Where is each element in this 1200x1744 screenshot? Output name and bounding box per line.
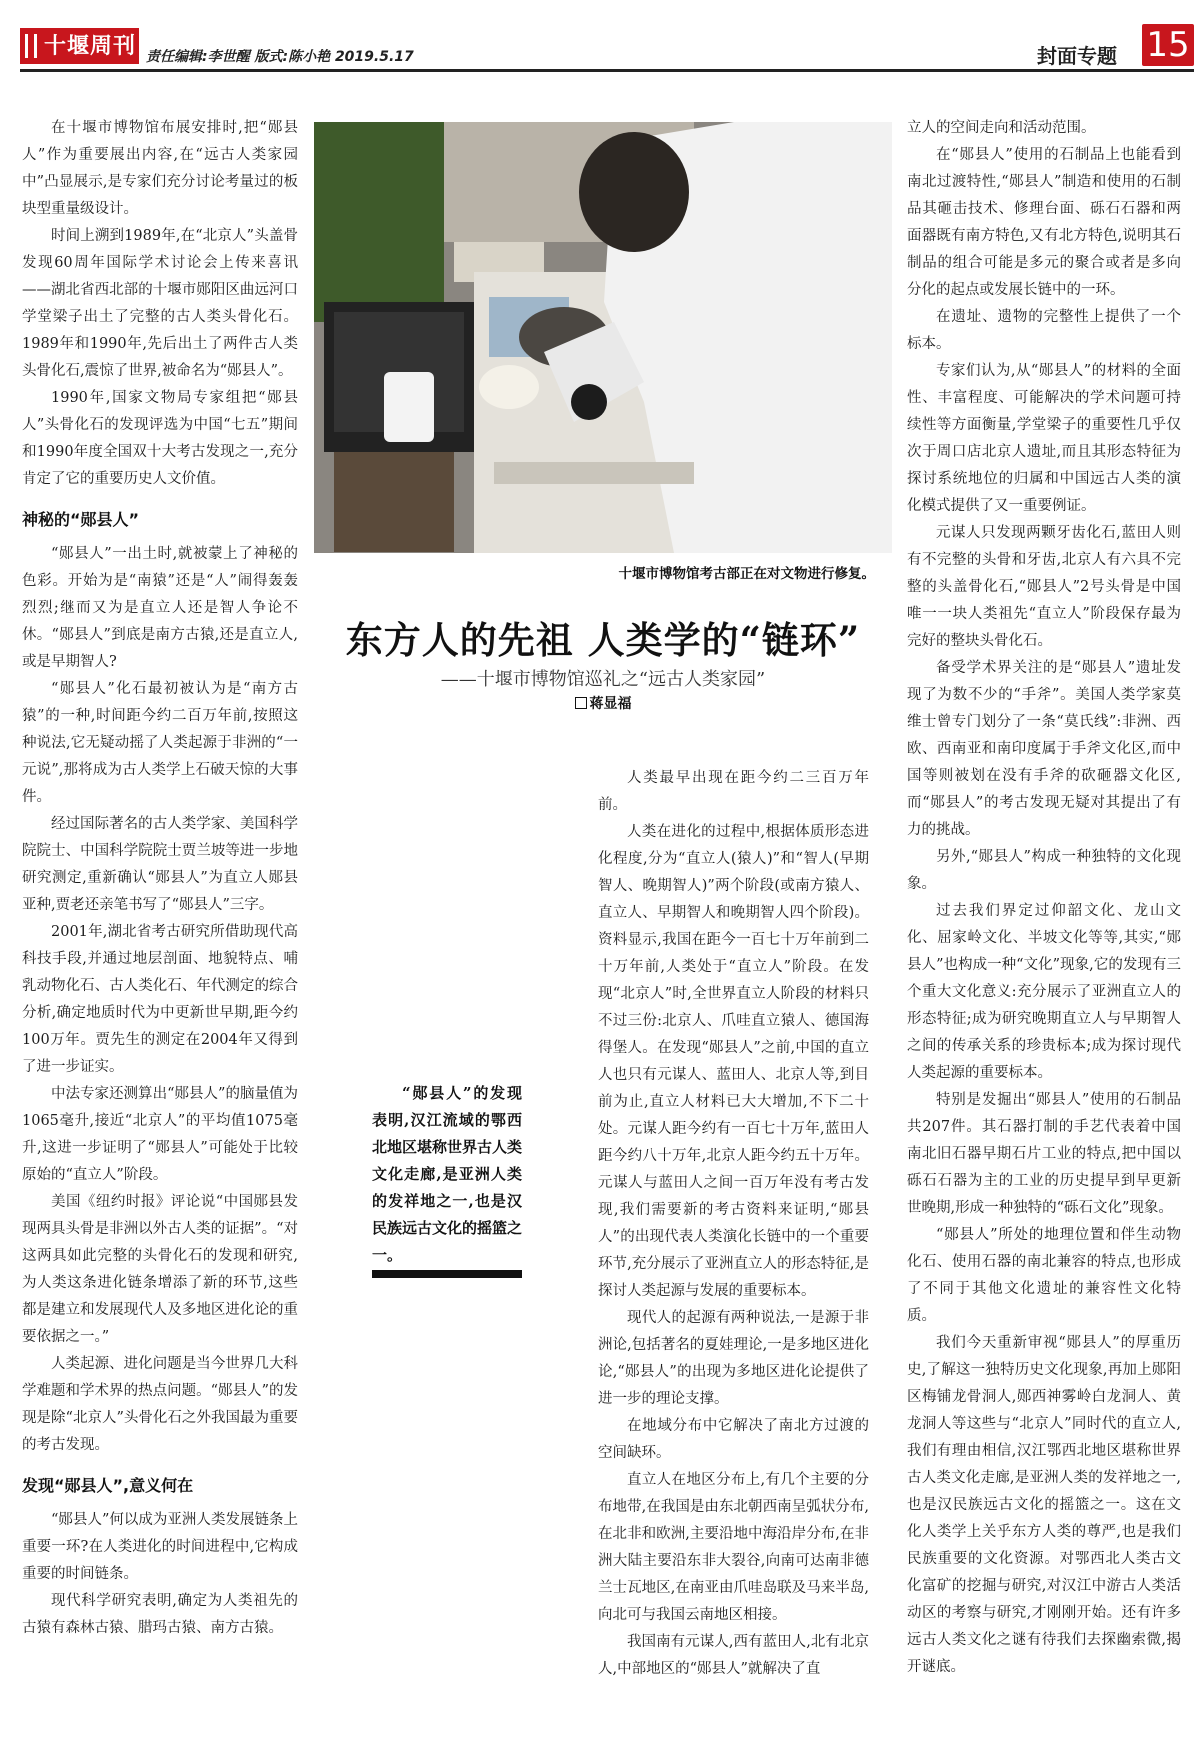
paragraph: “郧县人”化石最初被认为是“南方古猿”的一种,时间距今约二百万年前,按照这种说法,它无疑动摇了人类起源于非洲的“一元说”,那将成为古人类学上石破天惊的大事件。 <box>22 681 298 805</box>
pull-quote <box>372 1080 522 1269</box>
paragraph: 在十堰市博物馆布展安排时,把“郧县人”作为重要展出内容,在“远古人类家园中”凸显展示,是专家们充分讨论考量过的板块型重量级设计。 <box>22 120 298 217</box>
paragraph: 直立人在地区分布上,有几个主要的分布地带,在我国是由东北朝西南呈弧状分布,在北非和欧洲,主要沿地中海沿岸分布,在非洲大陆主要沿东非大裂谷,向南可达南非德兰士瓦地区,在南亚由爪哇岛联及马来半岛,向北可与我国云南地区相接。 <box>598 1472 869 1623</box>
paragraph: 我国南有元谋人,西有蓝田人,北有北京人,中部地区的“郧县人”就解决了直 <box>598 1634 869 1677</box>
paragraph: 时间上溯到1989年,在“北京人”头盖骨发现60周年国际学术讨论会上传来喜讯——湖北省西北部的十堰市郧阳区曲远河口学堂梁子出土了完整的古人类头骨化石。1989年和1990年,先后出土了两件古人类头骨化石,震惊了世界,被命名为“郧县人”。 <box>22 228 298 379</box>
photo-cup <box>479 365 539 409</box>
section-name: 封面专题 <box>1037 44 1117 68</box>
photo-person-head <box>579 132 689 252</box>
photo-illustration <box>314 122 892 553</box>
paragraph: 中法专家还测算出“郧县人”的脑量值为1065毫升,接近“北京人”的平均值1075毫升,这进一步证明了“郧县人”可能处于比较原始的“直立人”阶段。 <box>22 1086 298 1183</box>
byline-square-icon <box>575 697 587 709</box>
paragraph: 在遗址、遗物的完整性上提供了一个标本。 <box>907 309 1181 352</box>
paragraph: 人类在进化的过程中,根据体质形态进化程度,分为“直立人(猿人)”和“智人(早期智人、晚期智人)”两个阶段(或南方猿人、直立人、早期智人和晚期智人四个阶段)。资料显示,我国在距今一百七十万年前到二十万年前,人类处于“直立人”阶段。在发现“北京人”时,全世界直立人阶段的材料只不过三份:北京人、爪哇直立猿人、德国海得堡人。在发现“郧县人”之前,中国的直立人也只有元谋人、蓝田人、北京人等,到目前为止,直立人材料已大大增加,不下二十处。元谋人距今约有一百七十万年,蓝田人距今约八十万年,北京人距今约五十万年。元谋人与蓝田人之间一百万年没有考古发现,我们需要新的考古资料来证明,“郧县人”的出现代表人类演化长链中的一个重要环节,充分展示了亚洲直立人的形态特征,是探讨人类起源与发展的重要标本。 <box>598 824 869 1299</box>
paragraph: 元谋人只发现两颗牙齿化石,蓝田人则有不完整的头骨和牙齿,北京人有六具不完整的头盖骨化石,“郧县人”2号头骨是中国唯一一块人类祖先“直立人”阶段保存最为完好的整块头骨化石。 <box>907 525 1181 649</box>
paragraph: “郧县人”何以成为亚洲人类发展链条上重要一环?在人类进化的时间进程中,它构成重要的时间链条。 <box>22 1512 298 1582</box>
article-column-4 <box>907 115 1181 1725</box>
article-column-3 <box>598 765 869 1725</box>
paragraph: “郧县人”一出土时,就被蒙上了神秘的色彩。开始为是“南猿”还是“人”闹得轰轰烈烈;继而又为是直立人还是智人争论不休。“郧县人”到底是南方古猿,还是直立人,或是早期智人? <box>22 546 298 670</box>
paragraph: 1990年,国家文物局专家组把“郧县人”头骨化石的发现评选为中国“七五”期间和1990年度全国双十大考古发现之一,充分肯定了它的重要历史人文价值。 <box>22 390 298 487</box>
editor-credits: 责任编辑:李世醒 版式:陈小艳 2019.5.17 <box>146 49 414 65</box>
photo-watch <box>571 384 607 420</box>
article-headline: 东方人的先祖 人类学的“链环” <box>345 618 861 662</box>
paragraph: 在地域分布中它解决了南北方过渡的空间缺环。 <box>598 1418 869 1461</box>
byline-author: 蒋显福 <box>589 696 632 712</box>
section-heading: 发现“郧县人”,意义何在 <box>22 1476 194 1495</box>
pull-quote-text: “郧县人”的发现表明,汉江流域的鄂西北地区堪称世界古人类文化走廊,是亚洲人类的发祥地之一,也是汉民族远古文化的摇篮之一。 <box>372 1084 523 1264</box>
photo-phone <box>384 372 434 442</box>
article-column-1 <box>22 115 298 1725</box>
paragraph: 人类起源、进化问题是当今世界几大科学难题和学术界的热点问题。“郧县人”的发现是除“北京人”头骨化石之外我国最为重要的考古发现。 <box>22 1356 298 1453</box>
header-rule <box>20 69 1194 72</box>
masthead-logo <box>20 28 139 64</box>
article-photo <box>314 122 892 553</box>
paragraph: 另外,“郧县人”构成一种独特的文化现象。 <box>907 849 1181 892</box>
paragraph: 备受学术界关注的是“郧县人”遗址发现了为数不少的“手斧”。美国人类学家莫维士曾专门划分了一条“莫氏线”:非洲、西欧、西南亚和南印度属于手斧文化区,而中国等则被划在没有手斧的砍砸器文化区,而“郧县人”的考古发现无疑对其提出了有力的挑战。 <box>907 660 1181 838</box>
paragraph: 美国《纽约时报》评论说“中国郧县发现两具头骨是非洲以外古人类的证据”。“对这两具如此完整的头骨化石的发现和研究,为人类这条进化链条增添了新的环节,这些都是建立和发展现代人及多地区进化论的重要依据之一。” <box>22 1194 298 1345</box>
paragraph: 我们今天重新审视“郧县人”的厚重历史,了解这一独特历史文化现象,再加上郧阳区梅铺龙骨洞人,郧西神雾岭白龙洞人、黄龙洞人等这些与“北京人”同时代的直立人,我们有理由相信,汉江鄂西北地区堪称世界古人类文化走廊,是亚洲人类的发祥地之一,也是汉民族远古文化的摇篮之一。这在文化人类学上关乎东方人类的尊严,也是我们民族重要的文化资源。对鄂西北人类古文化富矿的挖掘与研究,对汉江中游古人类活动区的考察与研究,才刚刚开始。还有许多远古人类文化之谜有待我们去探幽索微,揭开谜底。 <box>907 1335 1181 1675</box>
photo-plant <box>314 122 444 322</box>
byline <box>314 693 892 713</box>
section-heading: 神秘的“郧县人” <box>22 510 140 529</box>
paragraph: 过去我们界定过仰韶文化、龙山文化、屈家岭文化、半坡文化等等,其实,“郧县人”也构成一种“文化”现象,它的发现有三个重大文化意义:充分展示了亚洲直立人的形态特征;成为研究晚期直立人与早期智人之间的传承关系的珍贵标本;成为探讨现代人类起源的重要标本。 <box>907 903 1181 1081</box>
paragraph: 现代人的起源有两种说法,一是源于非洲论,包括著名的夏娃理论,一是多地区进化论,“郧县人”的出现为多地区进化论提供了进一步的理论支撑。 <box>598 1310 869 1407</box>
photo-caption: 十堰市博物馆考古部正在对文物进行修复。 <box>618 566 875 582</box>
paragraph: “郧县人”所处的地理位置和伴生动物化石、使用石器的南北兼容的特点,也形成了不同于其他文化遗址的兼容性文化特质。 <box>907 1227 1181 1324</box>
article-subtitle: ——十堰市博物馆巡礼之“远古人类家园” <box>440 669 766 690</box>
paragraph: 立人的空间走向和活动范围。 <box>907 120 1096 136</box>
paragraph: 现代科学研究表明,确定为人类祖先的古猿有森林古猿、腊玛古猿、南方古猿。 <box>22 1593 298 1636</box>
paragraph: 人类最早出现在距今约二三百万年前。 <box>598 770 869 813</box>
page-number: 15 <box>1142 24 1194 66</box>
paragraph: 2001年,湖北省考古研究所借助现代高科技手段,并通过地层剖面、地貌特点、哺乳动物化石、古人类化石、年代测定的综合分析,确定地质时代为中更新世早期,距今约100万年。贾先生的测定在2004年又得到了进一步证实。 <box>22 924 298 1075</box>
masthead-title: 十堰周刊 <box>44 33 137 59</box>
paragraph: 在“郧县人”使用的石制品上也能看到南北过渡特性,“郧县人”制造和使用的石制品其砸击技术、修理台面、砾石石器和两面器既有南方特色,又有北方特色,说明其石制品的组合可能是多元的聚合或者是多向分化的起点或发展长链中的一环。 <box>907 147 1181 298</box>
paragraph: 经过国际著名的古人类学家、美国科学院院士、中国科学院院士贾兰坡等进一步地研究测定,重新确认“郧县人”为直立人郧县亚种,贾老还亲笔书写了“郧县人”三字。 <box>22 816 298 913</box>
photo-headline-strip <box>494 462 694 484</box>
pull-quote-rule <box>372 1270 522 1278</box>
paragraph: 特别是发掘出“郧县人”使用的石制品共207件。其石器打制的手艺代表着中国南北旧石器早期石片工业的特点,把中国以砾石石器为主的工业的历史提早到早更新世晚期,形成一种独特的“砾石文化”现象。 <box>907 1092 1181 1216</box>
paragraph: 专家们认为,从“郧县人”的材料的全面性、丰富程度、可能解决的学术问题可持续性等方面衡量,学堂梁子的重要性几乎仅次于周口店北京人遗址,而且其形态特征为探讨系统地位的归属和中国远古人类的演化模式提供了又一重要例证。 <box>907 363 1181 514</box>
